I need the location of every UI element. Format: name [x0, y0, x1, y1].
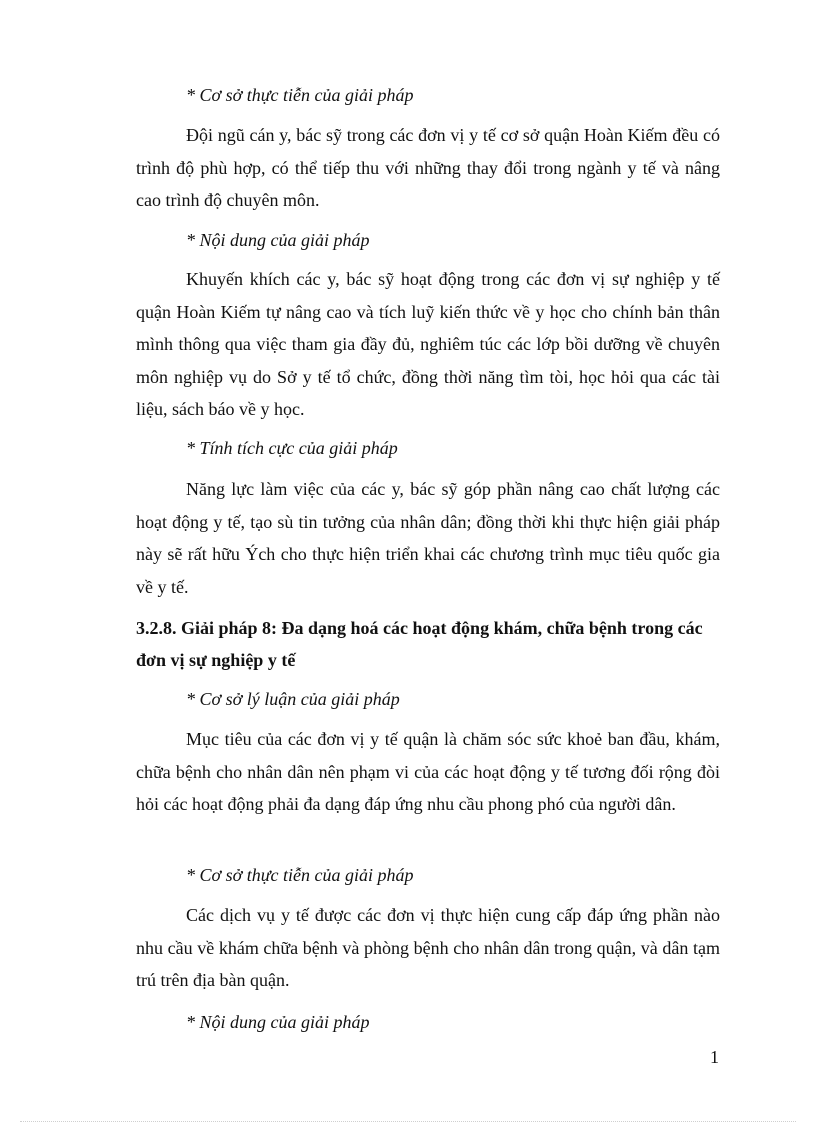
section-label: * Tính tích cực của giải pháp [186, 438, 398, 458]
paragraph: Các dịch vụ y tế được các đơn vị thực hiện cung cấp đáp ứng phần nào nhu cầu về khám chữa bệnh và phòng bệnh cho nhân dân trong quận, và dân tạm trú trên địa bàn quận. [136, 905, 720, 990]
page-number: 1 [710, 1047, 719, 1067]
page-bottom-divider [20, 1121, 796, 1122]
section-label: * Cơ sở thực tiễn của giải pháp [186, 865, 414, 885]
paragraph: Khuyến khích các y, bác sỹ hoạt động trong các đơn vị sự nghiệp y tế quận Hoàn Kiếm tự nâng cao và tích luỹ kiến thức về y học cho chính bản thân mình thông qua việc tham gia đầy đủ, nghiêm túc các lớp bồi dưỡng về chuyên môn nghiệp vụ do Sở y tế tổ chức, đồng thời năng tìm tòi, học hỏi qua các tài liệu, sách báo về y học. [136, 269, 720, 419]
paragraph: Đội ngũ cán y, bác sỹ trong các đơn vị y tế cơ sở quận Hoàn Kiếm đều có trình độ phù hợp, có thể tiếp thu với những thay đổi trong ngành y tế và nâng cao trình độ chuyên môn. [136, 125, 720, 210]
section-label: * Cơ sở lý luận của giải pháp [186, 689, 400, 709]
section-label: * Nội dung của giải pháp [186, 230, 370, 250]
section-label: * Nội dung của giải pháp [186, 1012, 370, 1032]
section-label: * Cơ sở thực tiễn của giải pháp [186, 85, 414, 105]
section-heading: 3.2.8. Giải pháp 8: Đa dạng hoá các hoạt động khám, chữa bệnh trong các đơn vị sự nghiệp y tế [136, 618, 703, 670]
paragraph: Năng lực làm việc của các y, bác sỹ góp phần nâng cao chất lượng các hoạt động y tế, tạo sù tin tưởng của nhân dân; đồng thời khi thực hiện giải pháp này sẽ rất hữu Ých cho thực hiện triển khai các chương trình mục tiêu quốc gia về y tế. [136, 479, 720, 597]
paragraph: Mục tiêu của các đơn vị y tế quận là chăm sóc sức khoẻ ban đầu, khám, chữa bệnh cho nhân dân nên phạm vi của các hoạt động y tế tương đối rộng đòi hỏi các hoạt động phải đa dạng đáp ứng nhu cầu phong phó của người dân. [136, 729, 720, 814]
